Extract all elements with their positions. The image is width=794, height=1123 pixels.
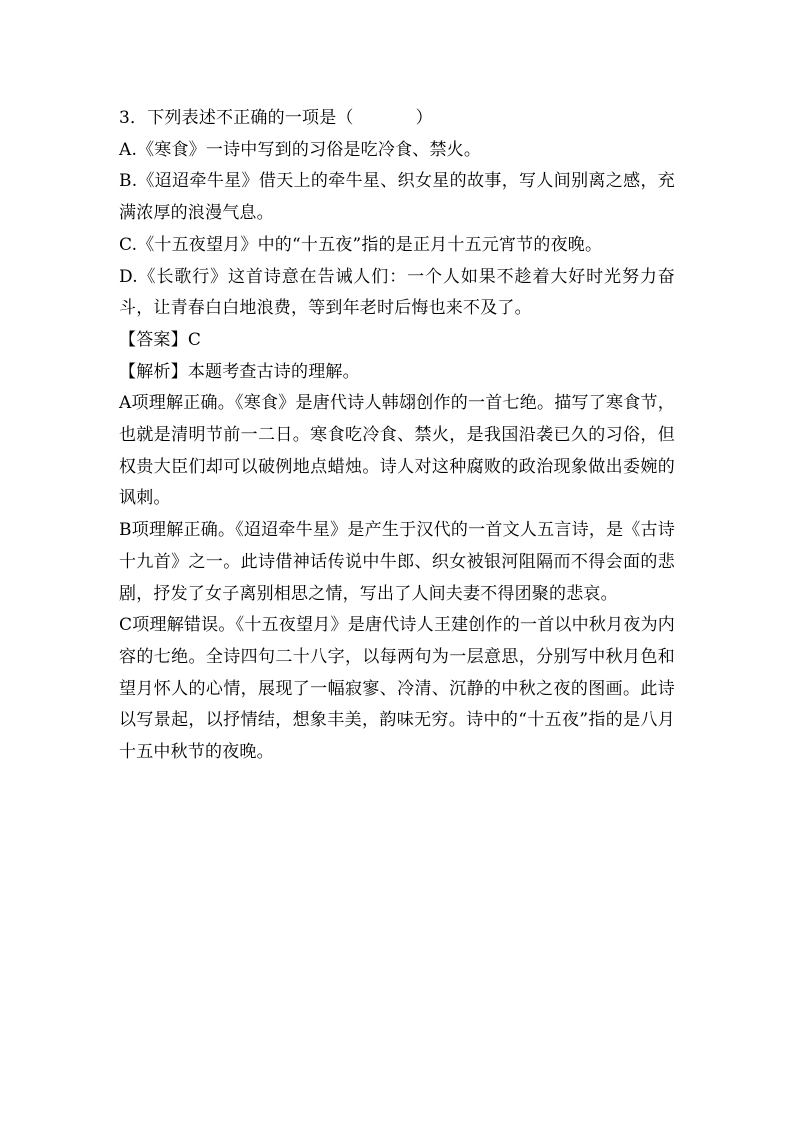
- question-stem-prefix: 3．下列表述不正确的一项是（: [119, 108, 354, 128]
- analysis-paragraph-a: A项理解正确。《寒食》是唐代诗人韩翃创作的一首七绝。描写了寒食节，也就是清明节前一二日。寒食吃冷食、禁火，是我国沿袭已久的习俗，但权贵大臣们却可以破例地点蜡烛。诗人对这种腐败的政治现象做出委婉的讽刺。: [119, 393, 675, 509]
- analysis-paragraph-c: C项理解错误。《十五夜望月》是唐代诗人王建创作的一首以中秋月夜为内容的七绝。全诗四句二十八字，以每两句为一层意思，分别写中秋月色和望月怀人的心情，展现了一幅寂寥、冷清、沉静的中秋之夜的图画。此诗以写景起，以抒情结，想象丰美，韵味无穷。诗中的“十五夜”指的是八月十五中秋节的夜晚。: [119, 615, 675, 763]
- answer-value: C: [187, 329, 202, 350]
- document-content: [119, 103, 675, 769]
- answer-label: 【答案】: [119, 329, 188, 350]
- option-d: D.《长歌行》这首诗意在告诫人们：一个人如果不趁着大好时光努力奋斗，让青春白白地浪费，等到年老时后悔也来不及了。: [119, 266, 675, 319]
- analysis-intro: 本题考查古诗的理解。: [187, 361, 360, 382]
- analysis-paragraph-b: B项理解正确。《迢迢牵牛星》是产生于汉代的一首文人五言诗，是《古诗十九首》之一。此诗借神话传说中牛郎、织女被银河阻隔而不得会面的悲剧，抒发了女子离别相思之情，写出了人间夫妻不得团聚的悲哀。: [119, 520, 675, 604]
- option-c: C.《十五夜望月》中的“十五夜”指的是正月十五元宵节的夜晚。: [119, 234, 603, 255]
- analysis-label: 【解析】: [119, 361, 188, 382]
- question-stem-suffix: ）: [415, 108, 433, 128]
- analysis-intro-line: [119, 357, 675, 389]
- question-stem: [119, 103, 675, 135]
- option-b: B.《迢迢牵牛星》借天上的牵牛星、织女星的故事，写人间别离之感，充满浓厚的浪漫气息。: [119, 171, 675, 224]
- answer-line: [119, 325, 675, 357]
- option-a: A.《寒食》一诗中写到的习俗是吃冷食、禁火。: [119, 139, 482, 160]
